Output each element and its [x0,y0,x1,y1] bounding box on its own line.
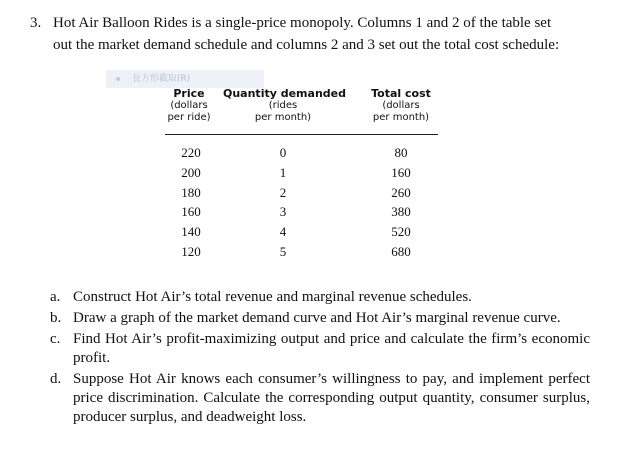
part-text: Construct Hot Air’s total revenue and marginal revenue schedules. [73,289,472,305]
price-cell: 140 [181,224,201,240]
cost-cell: 260 [391,184,411,200]
question-parts [50,288,590,429]
price-cell: 160 [181,204,201,220]
part-letter: c. [50,331,61,347]
question-part-d [50,370,590,427]
cost-cell: 80 [394,145,408,160]
quantity-cell: 2 [279,184,287,200]
part-text: Draw a graph of the market demand curve and Hot Air’s marginal revenue curve. [73,310,561,326]
cost-cell: 680 [391,243,411,259]
header-price-title: Price [173,87,205,100]
watermark-dot-icon [116,77,120,81]
question-text-line-1: Hot Air Balloon Rides is a single-price monopoly. Columns 1 and 2 of the table set [53,15,552,31]
header-price-period: per ride) [167,112,211,123]
snipping-watermark [106,70,264,88]
table-header-divider [165,134,438,135]
part-text: Suppose Hot Air knows each consumer’s willingness to pay, and implement perfect price discrimination. Calculate the corresponding output quantity, consumer surplus, producer surplus, and deadweight loss. [73,371,590,425]
header-price-unit: (dollars [170,100,208,111]
question-number: 3. [30,15,42,31]
quantity-cell: 4 [279,224,287,240]
header-cost-period: per month) [372,112,430,123]
question-part-c [50,330,590,368]
question-part-b [50,309,590,328]
price-cell: 120 [181,243,201,259]
quantity-column [273,143,293,262]
cost-cell: 520 [391,224,411,240]
question-text-line-2: out the market demand schedule and columns 2 and 3 set out the total cost schedule: [53,37,560,53]
quantity-cell: 5 [279,243,287,259]
price-cell: 180 [181,184,201,200]
price-column [176,143,206,262]
price-cell: 200 [181,164,201,180]
cost-cell: 380 [391,204,411,220]
header-cost [367,87,435,124]
cost-column [386,143,416,262]
watermark-text: 長方形截取(R) [132,74,191,84]
header-quantity [223,87,346,124]
header-price [165,87,213,124]
cost-cell: 160 [391,164,411,180]
header-cost-title: Total cost [371,87,431,100]
header-quantity-period: per month) [254,112,312,123]
part-letter: b. [50,310,62,326]
quantity-cell: 0 [279,145,287,160]
header-cost-unit: (dollars [382,100,420,111]
header-quantity-unit: (rides [268,100,298,111]
part-letter: d. [50,371,62,387]
header-quantity-title: Quantity demanded [223,87,346,100]
part-letter: a. [50,289,61,305]
quantity-cell: 3 [279,204,287,220]
part-text: Find Hot Air’s profit-maximizing output and price and calculate the firm’s economic profit. [73,331,590,366]
price-cell: 220 [181,145,201,160]
question-part-a [50,288,590,307]
quantity-cell: 1 [279,164,287,180]
